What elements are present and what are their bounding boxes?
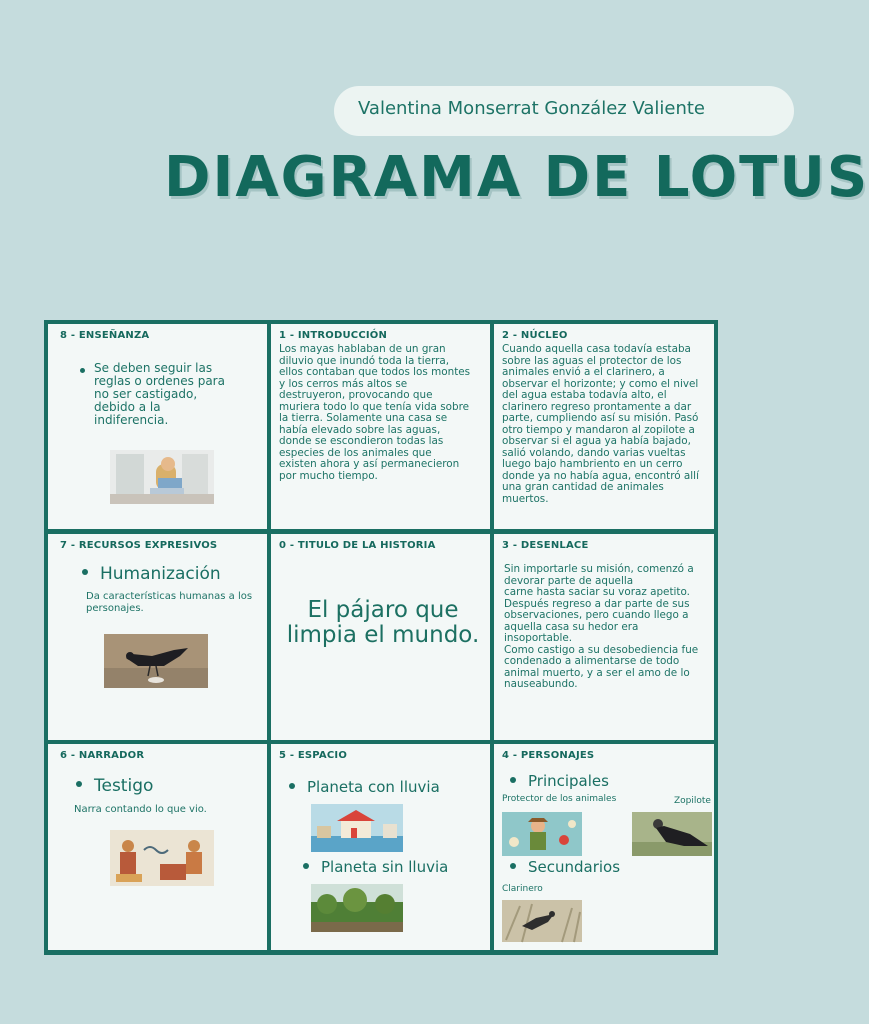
cell-desenlace [494, 534, 714, 740]
rain-planet-image [311, 804, 403, 852]
character-label: Zopilote [674, 796, 711, 806]
cell-title: 1 - INTRODUCCIÓN [279, 330, 388, 341]
character-label: Clarinero [502, 884, 543, 894]
cell-text: Sin importarle su misión, comenzó a devorar parte de aquella carne hasta saciar su voraz apetito. Después regreso a dar parte de sus observaciones, pero cuando llego a aquella casa su hedor era insoportable. Como castigo a su desobediencia fue condenado a alimentarse de todo animal muerto, y a ser el amo de lo nauseabundo. [504, 563, 699, 690]
cell-narrador [48, 744, 267, 950]
cell-title: 8 - ENSEÑANZA [60, 330, 150, 341]
bullet-item: Planeta con lluvia [289, 778, 440, 796]
cell-title: 7 - RECURSOS EXPRESIVOS [60, 540, 218, 551]
bullet-item: Testigo [76, 776, 153, 796]
cell-title: 2 - NÚCLEO [502, 330, 568, 341]
bullet-dot [82, 569, 88, 575]
bullet-dot [289, 783, 295, 789]
cell-recursos-expresivos [48, 534, 267, 740]
cell-title: 0 - TITULO DE LA HISTORIA [279, 540, 436, 551]
cell-introduccion [271, 324, 490, 529]
bullet-item: Principales [510, 772, 609, 790]
cell-nucleo [494, 324, 714, 529]
page-title: DIAGRAMA DE LOTUS [164, 145, 869, 210]
cell-text: Narra contando lo que vio. [74, 804, 207, 815]
cell-text: Los mayas hablaban de un gran diluvio que inundó toda la tierra, ellos contaban que todos los montes y los cerros más altos se destruyeron, provocando que muriera todo lo que tenía vida sobre la tierra. Solamente una casa se había elevado sobre las aguas, donde se escondieron todas las especies de los animales que existen ahora y así permanecieron por mucho tiempo. [279, 343, 471, 482]
cell-title: 3 - DESENLACE [502, 540, 589, 551]
cell-text: Se deben seguir las reglas o ordenes para no ser castigado, debido a la indiferencia. [94, 361, 225, 427]
bullet-dot [510, 777, 516, 783]
bullet-dot [76, 781, 82, 787]
dry-planet-image [311, 884, 403, 932]
author-pill [334, 86, 794, 136]
bullet-item: Humanización [82, 564, 221, 584]
cell-titulo-historia [271, 534, 490, 740]
cell-title: 5 - ESPACIO [279, 750, 348, 761]
zopilote-image [632, 812, 712, 856]
protector-image [502, 812, 582, 856]
reading-girl-image [110, 450, 214, 504]
author-name: Valentina Monserrat González Valiente [358, 98, 706, 119]
cell-text: Da características humanas a los personajes. [86, 591, 253, 614]
clarinero-image [502, 900, 582, 942]
codex-narrators-image [110, 830, 214, 886]
cell-text: Cuando aquella casa todavía estaba sobre las aguas el protector de los animales envió a el clarinero, a observar el horizonte; y como el nivel del agua estaba todavía alto, el clarinero regreso prontamente a dar parte, cumpliendo así su misión. Pasó otro tiempo y mandaron al zopilote a observar si el agua ya había bajado, salió volando, dando varias vueltas luego bajo hambriento en un cerro donde ya no había agua, encontró allí una gran cantidad de animales muertos. [502, 343, 699, 505]
bullet-dot [510, 863, 516, 869]
bullet-dot [80, 368, 85, 373]
bullet-dot [303, 863, 309, 869]
character-label: Protector de los animales [502, 794, 617, 804]
cell-ensenanza [48, 324, 267, 529]
cell-title: 6 - NARRADOR [60, 750, 145, 761]
cell-title: 4 - PERSONAJES [502, 750, 595, 761]
bird-image [104, 634, 208, 688]
cell-personajes [494, 744, 714, 950]
bullet-item: Planeta sin lluvia [303, 858, 448, 876]
bullet-item: Secundarios [510, 858, 620, 876]
cell-espacio [271, 744, 490, 950]
lotus-grid [44, 320, 718, 955]
story-title: El pájaro que limpia el mundo. [286, 597, 480, 648]
